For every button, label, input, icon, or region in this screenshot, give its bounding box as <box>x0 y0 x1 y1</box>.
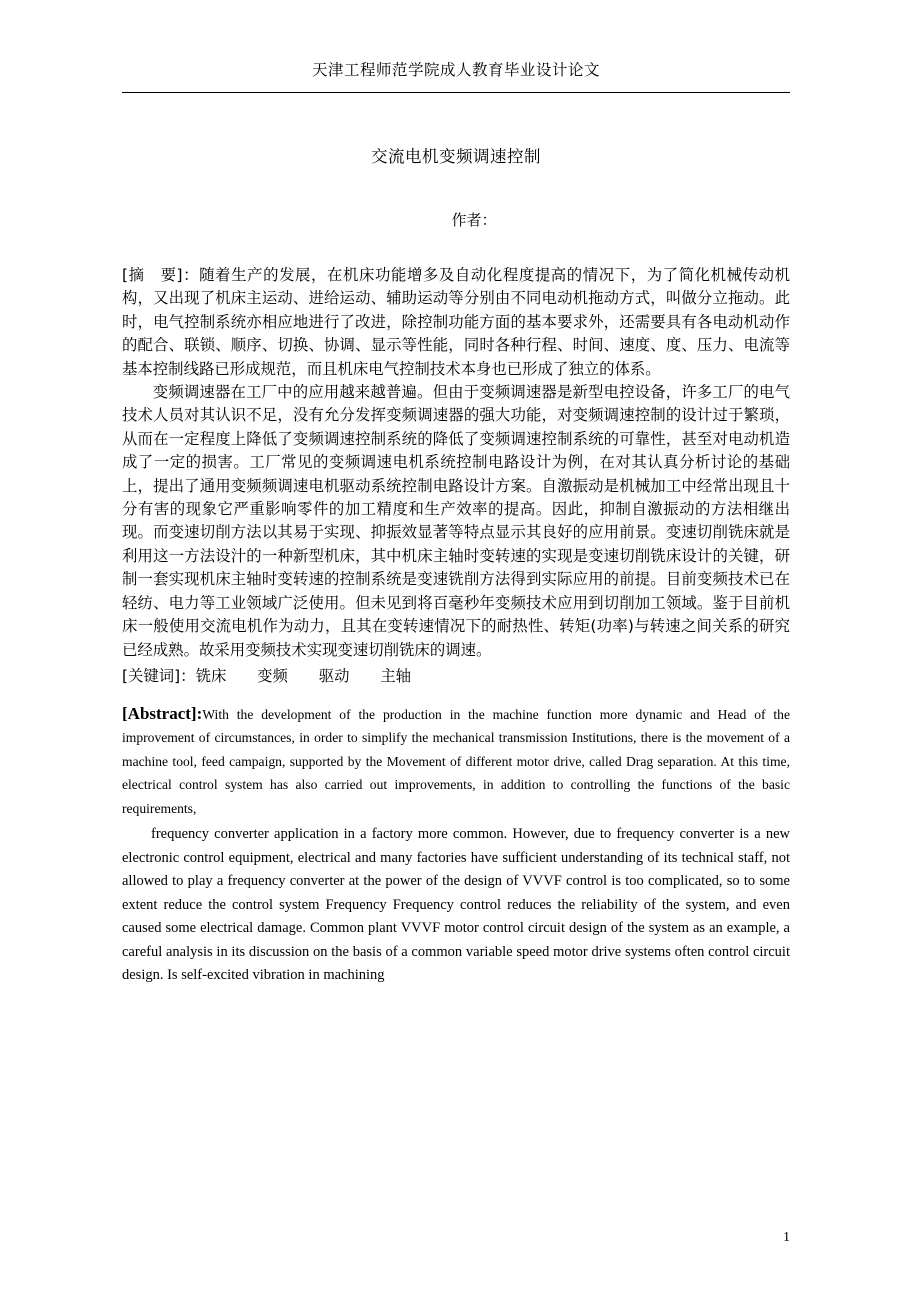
english-abstract <box>122 700 790 988</box>
abstract-label: [Abstract]: <box>122 703 203 723</box>
english-abstract-first-text: With the development of the production in the machine function more dynamic and Head of the improvement of circumstances, in order to simplify the mechanical transmission Institutions, there is the movement of a machine tool, feed campaign, supported by the Movement of different motor drive, called Drag separation. At this time, electrical control system has also carried out improvements, in addition to controlling the functions of the basic requirements, <box>122 706 790 816</box>
chinese-abstract-label-paragraph: [摘 要]：随着生产的发展，在机床功能增多及自动化程度提高的情况下，为了简化机械传动机构，又出现了机床主运动、进给运动、辅助运动等分别由不同电动机拖动方式，叫做分立拖动。此时，电气控制系统亦相应地进行了改进，除控制功能方面的基本要求外，还需要具有各电动机动作的配合、联锁、顺序、切换、协调、显示等性能，同时各种行程、时间、速度、度、压力、电流等基本控制线路已形成规范，而且机床电气控制技术本身也已形成了独立的体系。 <box>122 266 790 378</box>
page-title: 交流电机变频调速控制 <box>371 147 541 166</box>
chinese-abstract-body-paragraph: 变频调速器在工厂中的应用越来越普遍。但由于变频调速器是新型电控设备，许多工厂的电气技术人员对其认识不足，没有允分发挥变频调速器的强大功能，对变频调速控制的设计过于繁琐，从而在一定程度上降低了变频调速控制系统的降低了变频调速控制系统的可靠性，甚至对电动机造成了一定的损害。工厂常见的变频调速电机系统控制电路设计为例，在对其认真分析讨论的基础上，提出了通用变频频调速电机驱动系统控制电路设计方案。自激振动是机械加工中经常出现且十分有害的现象它严重影响零件的加工精度和生产效率的提高。因此，抑制自激振动的方法相继出现。而变速切削方法以其易于实现、抑振效显著等特点显示其良好的应用前景。变速切削铣床就是利用这一方法设汁的一种新型机床，其中机床主轴时变转速的实现是变速切削铣床设计的关键，研制一套实现机床主轴时变转速的控制系统是变速铣削方法得到实际应用的前提。目前变频技术已在轻纺、电力等工业领域广泛使用。但未见到将百毫秒年变频技术应用到切削加工领域。鉴于目前机床一般使用交流电机作为动力，且其在变转速情况下的耐热性、转矩(功率)与转速之间关系的研究已经成熟。故采用变频技术实现变速切削铣床的调速。 <box>122 383 790 659</box>
chinese-abstract <box>122 264 790 662</box>
chinese-keywords: [关键词]：铣床 变频 驱动 主轴 <box>122 666 412 685</box>
page-content <box>122 58 790 990</box>
author-line: 作者： <box>451 211 497 229</box>
running-header-title: 天津工程师范学院成人教育毕业设计论文 <box>311 61 600 79</box>
english-abstract-second-paragraph: frequency converter application in a factory more common. However, due to frequency converter is a new electronic control equipment, electrical and many factories have sufficient understanding of its technical staff, not allowed to play a frequency converter at the power of the design of VVVF control is too complicated, so to some extent reduce the control system Frequency Frequency control reduces the reliability of the system, and even caused some electrical damage. Common plant VVVF motor control circuit design of the system as an example, a careful analysis in its discussion on the basis of a common variable speed motor drive systems often control circuit design. Is self-excited vibration in machining <box>122 826 790 984</box>
header-divider <box>122 92 790 93</box>
page-number: 1 <box>783 1230 790 1245</box>
english-abstract-first-paragraph <box>122 700 790 821</box>
